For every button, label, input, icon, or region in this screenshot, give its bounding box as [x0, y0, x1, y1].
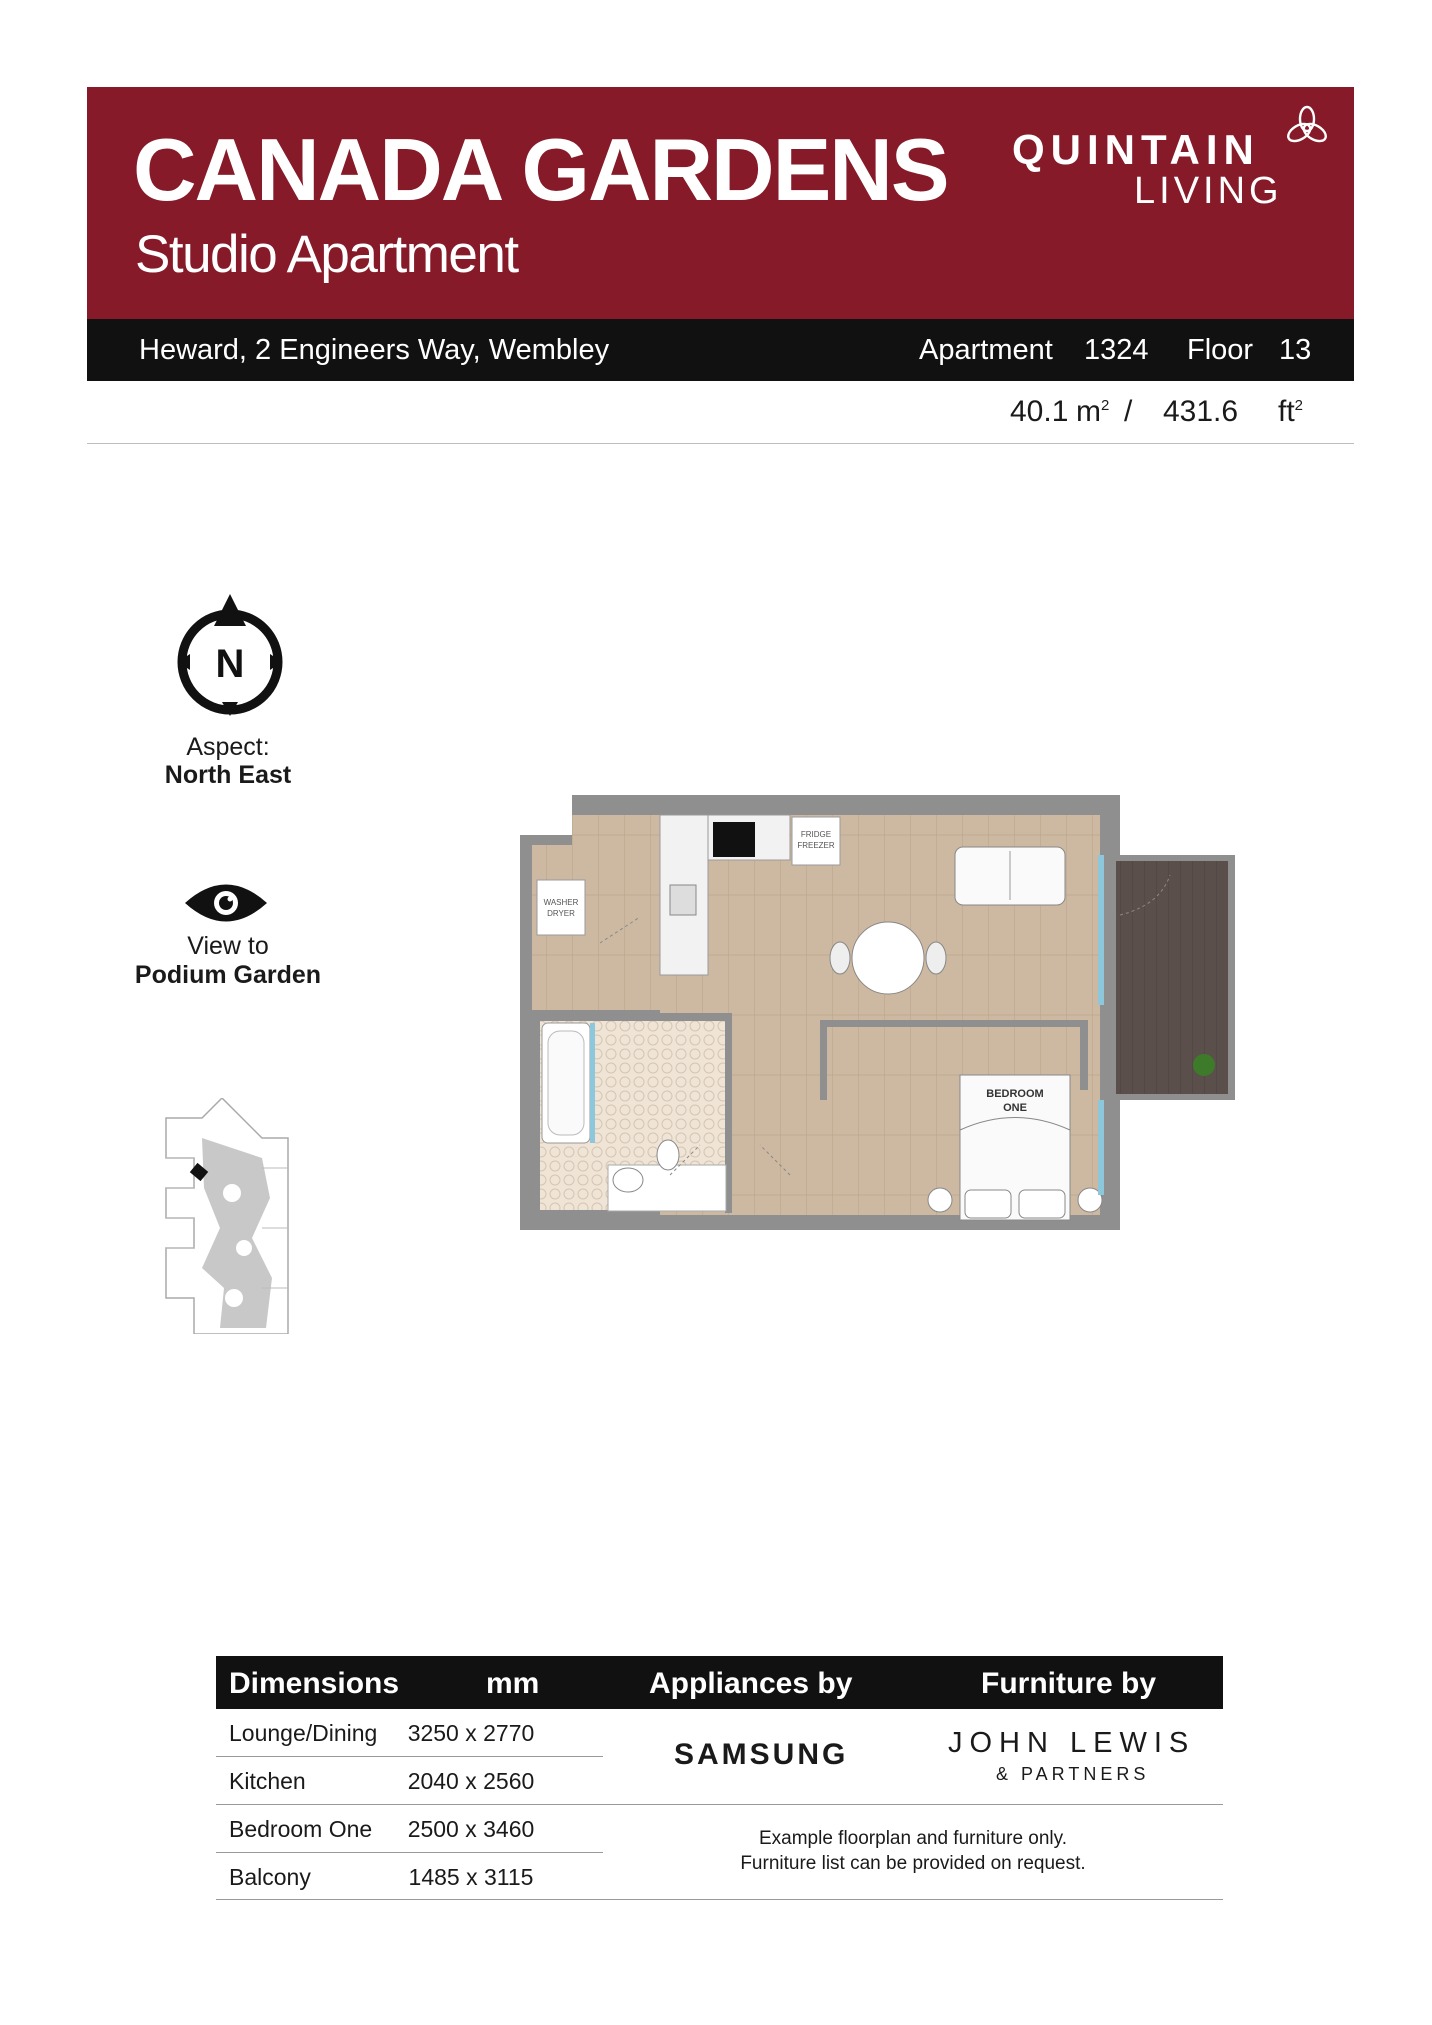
hob: [713, 822, 755, 857]
disclaimer-line1: Example floorplan and furniture only.: [758, 1828, 1068, 1849]
site-key-plan: [162, 1098, 298, 1334]
bedroom-label-line2: ONE: [1003, 1102, 1027, 1114]
bathroom-wall: [532, 1013, 732, 1021]
table-row: [216, 1853, 603, 1900]
header-appliances: Appliances by: [649, 1667, 853, 1700]
apartment-label: Apartment: [919, 334, 1053, 366]
bedroom-label-line1: BEDROOM: [986, 1088, 1044, 1100]
wc: [657, 1140, 679, 1170]
area-sq-ft: 431.6: [1163, 395, 1239, 428]
view-value: Podium Garden: [134, 961, 322, 989]
floor-number: 13: [1279, 334, 1312, 366]
svg-text:FREEZER: FREEZER: [797, 841, 835, 850]
dining-table: [852, 922, 924, 994]
svg-text:FRIDGE: FRIDGE: [800, 830, 832, 839]
header-mm: mm: [486, 1667, 540, 1700]
floorplan-drawing: [520, 795, 1240, 1230]
room-name: Bedroom One: [229, 1816, 373, 1842]
room-name: Lounge/Dining: [229, 1720, 378, 1746]
unit-type: Studio Apartment: [135, 225, 518, 284]
basin: [613, 1168, 643, 1192]
apartment-number: 1324: [1084, 334, 1149, 366]
table-bottom-rule: [216, 1899, 1223, 1900]
header-dimensions: Dimensions: [229, 1667, 400, 1700]
table-header: [216, 1656, 1223, 1709]
room-size: 2500 x 3460: [407, 1816, 535, 1842]
room-size: 3250 x 2770: [407, 1720, 535, 1746]
brand-logo-line1: QUINTAIN: [1012, 126, 1260, 173]
brand-logo-line2: LIVING: [1134, 170, 1283, 212]
john-lewis-logo-line2: & PARTNERS: [996, 1764, 1150, 1784]
john-lewis-logo-line1: JOHN LEWIS: [948, 1727, 1196, 1759]
svg-text:WASHER: WASHER: [543, 898, 579, 907]
quintain-knot-icon: [1285, 104, 1329, 148]
compass-letter: N: [215, 642, 245, 686]
floor-label: Floor: [1187, 334, 1254, 366]
room-size: 1485 x 3115: [408, 1864, 534, 1890]
aspect-label: Aspect:: [186, 733, 270, 761]
view-label: View to: [187, 932, 269, 960]
compass-icon: [170, 592, 290, 718]
bedroom-wall: [820, 1020, 1080, 1027]
table-row: [216, 1805, 603, 1853]
svg-text:DRYER: DRYER: [547, 909, 575, 918]
samsung-logo: SAMSUNG: [674, 1738, 849, 1771]
room-name: Kitchen: [229, 1768, 306, 1794]
address: Heward, 2 Engineers Way, Wembley: [139, 334, 610, 366]
header-divider: [87, 443, 1354, 444]
info-bar: [87, 319, 1354, 381]
area-separator: /: [1124, 395, 1133, 428]
aspect-value: North East: [164, 761, 292, 789]
eye-icon: [183, 880, 269, 926]
room-size: 2040 x 2560: [407, 1768, 535, 1794]
area-sq-m: 40.1: [1010, 395, 1069, 428]
sink: [670, 885, 696, 915]
suppliers-divider: [603, 1804, 1223, 1805]
room-name: Balcony: [229, 1864, 311, 1890]
area-sq-m-unit: $m^2$: [1076, 395, 1110, 428]
development-name: CANADA GARDENS: [133, 120, 948, 219]
table-row: [216, 1709, 603, 1757]
area-sq-ft-unit: $ft^2$: [1278, 395, 1304, 428]
plant: [1193, 1054, 1215, 1076]
header-furniture: Furniture by: [981, 1667, 1157, 1700]
washer-dryer: [537, 880, 585, 935]
table-row: [216, 1757, 603, 1805]
disclaimer-line2: Furniture list can be provided on request.: [740, 1853, 1086, 1874]
